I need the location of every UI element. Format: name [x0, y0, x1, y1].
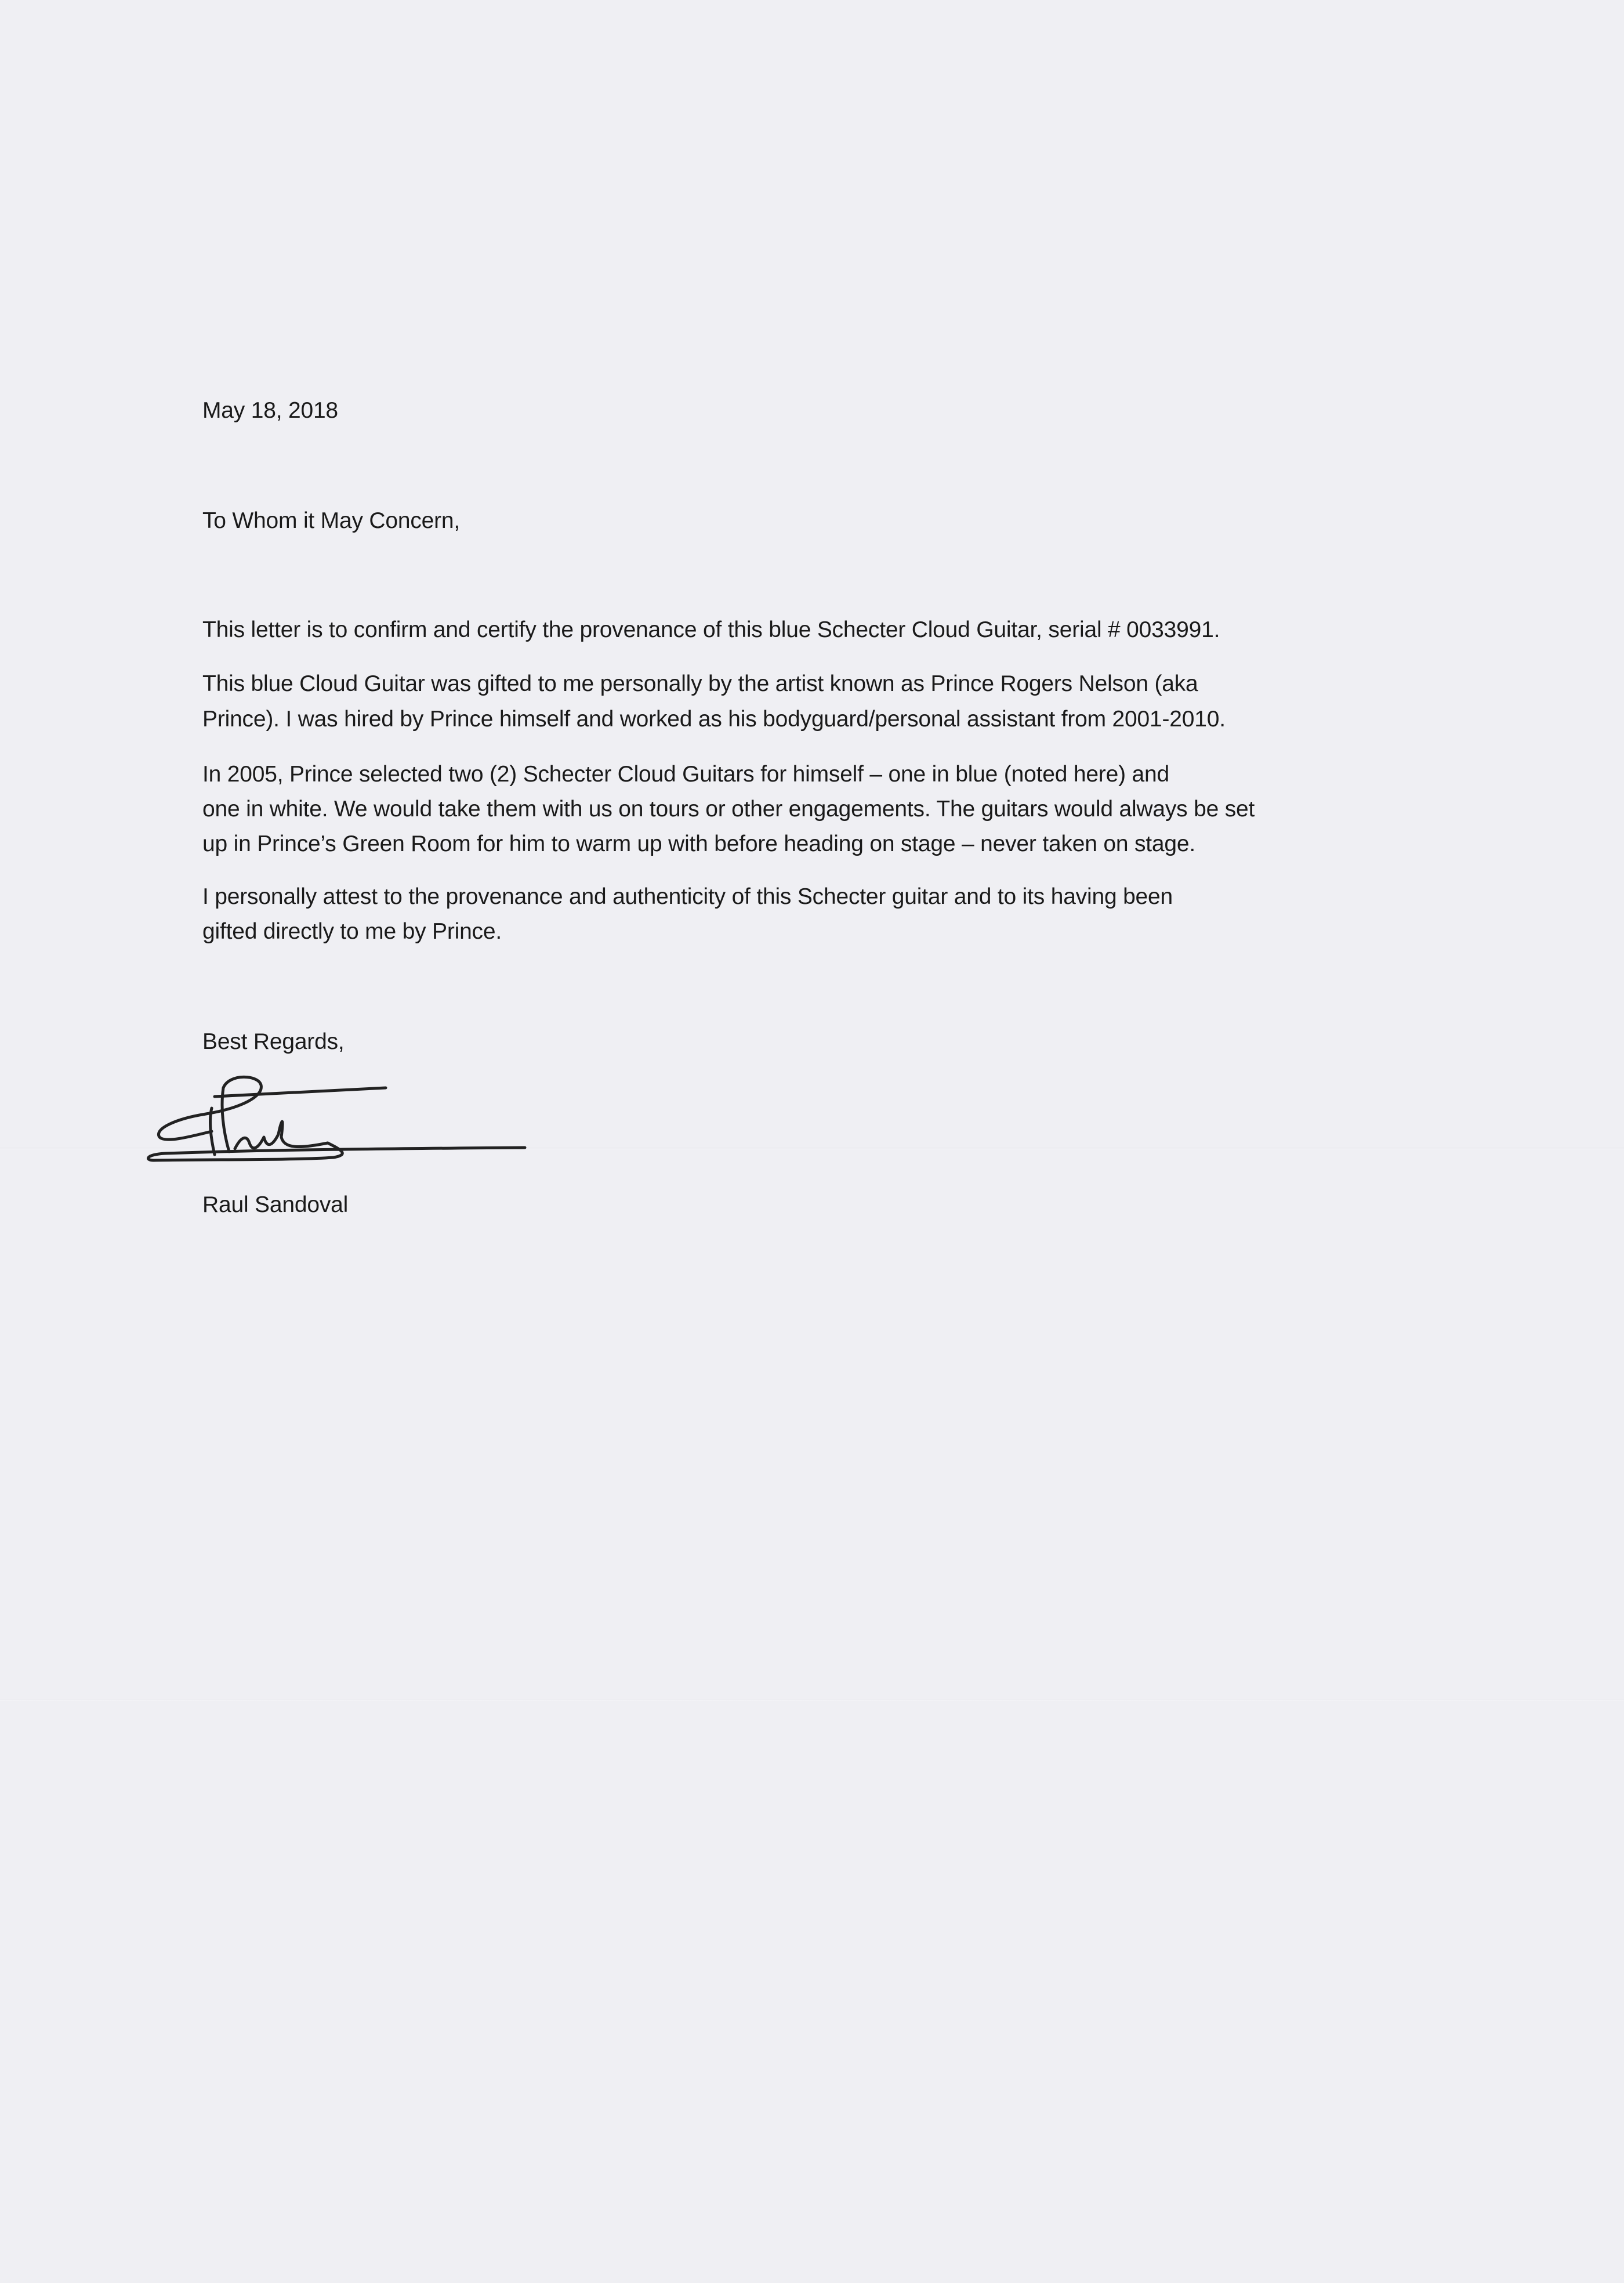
paragraph-line: I personally attest to the provenance and authenticity of this Schecter guitar and to its having been — [202, 884, 1173, 909]
salutation: To Whom it May Concern, — [202, 508, 461, 533]
paragraph-line: one in white. We would take them with us on tours or other engagements. The guitars would always be set — [202, 797, 1255, 822]
signer-name: Raul Sandoval — [202, 1192, 349, 1217]
paragraph-line: Prince). I was hired by Prince himself and worked as his bodyguard/personal assistant from 2001-2010. — [202, 707, 1226, 732]
paper-fold-line — [0, 1699, 1624, 1701]
paragraph-line: gifted directly to me by Prince. — [202, 919, 502, 944]
paragraph-line: This blue Cloud Guitar was gifted to me personally by the artist known as Prince Rogers Nelson (aka — [202, 671, 1198, 696]
paragraph-line: In 2005, Prince selected two (2) Schecter Cloud Guitars for himself – one in blue (noted here) and — [202, 762, 1169, 787]
handwritten-signature — [142, 1073, 536, 1178]
paragraph-line: up in Prince’s Green Room for him to warm up with before heading on stage – never taken on stage. — [202, 831, 1196, 856]
closing: Best Regards, — [202, 1029, 345, 1054]
paragraph-line: This letter is to confirm and certify the provenance of this blue Schecter Cloud Guitar, serial # 0033991. — [202, 617, 1220, 642]
letter-date: May 18, 2018 — [202, 398, 338, 423]
